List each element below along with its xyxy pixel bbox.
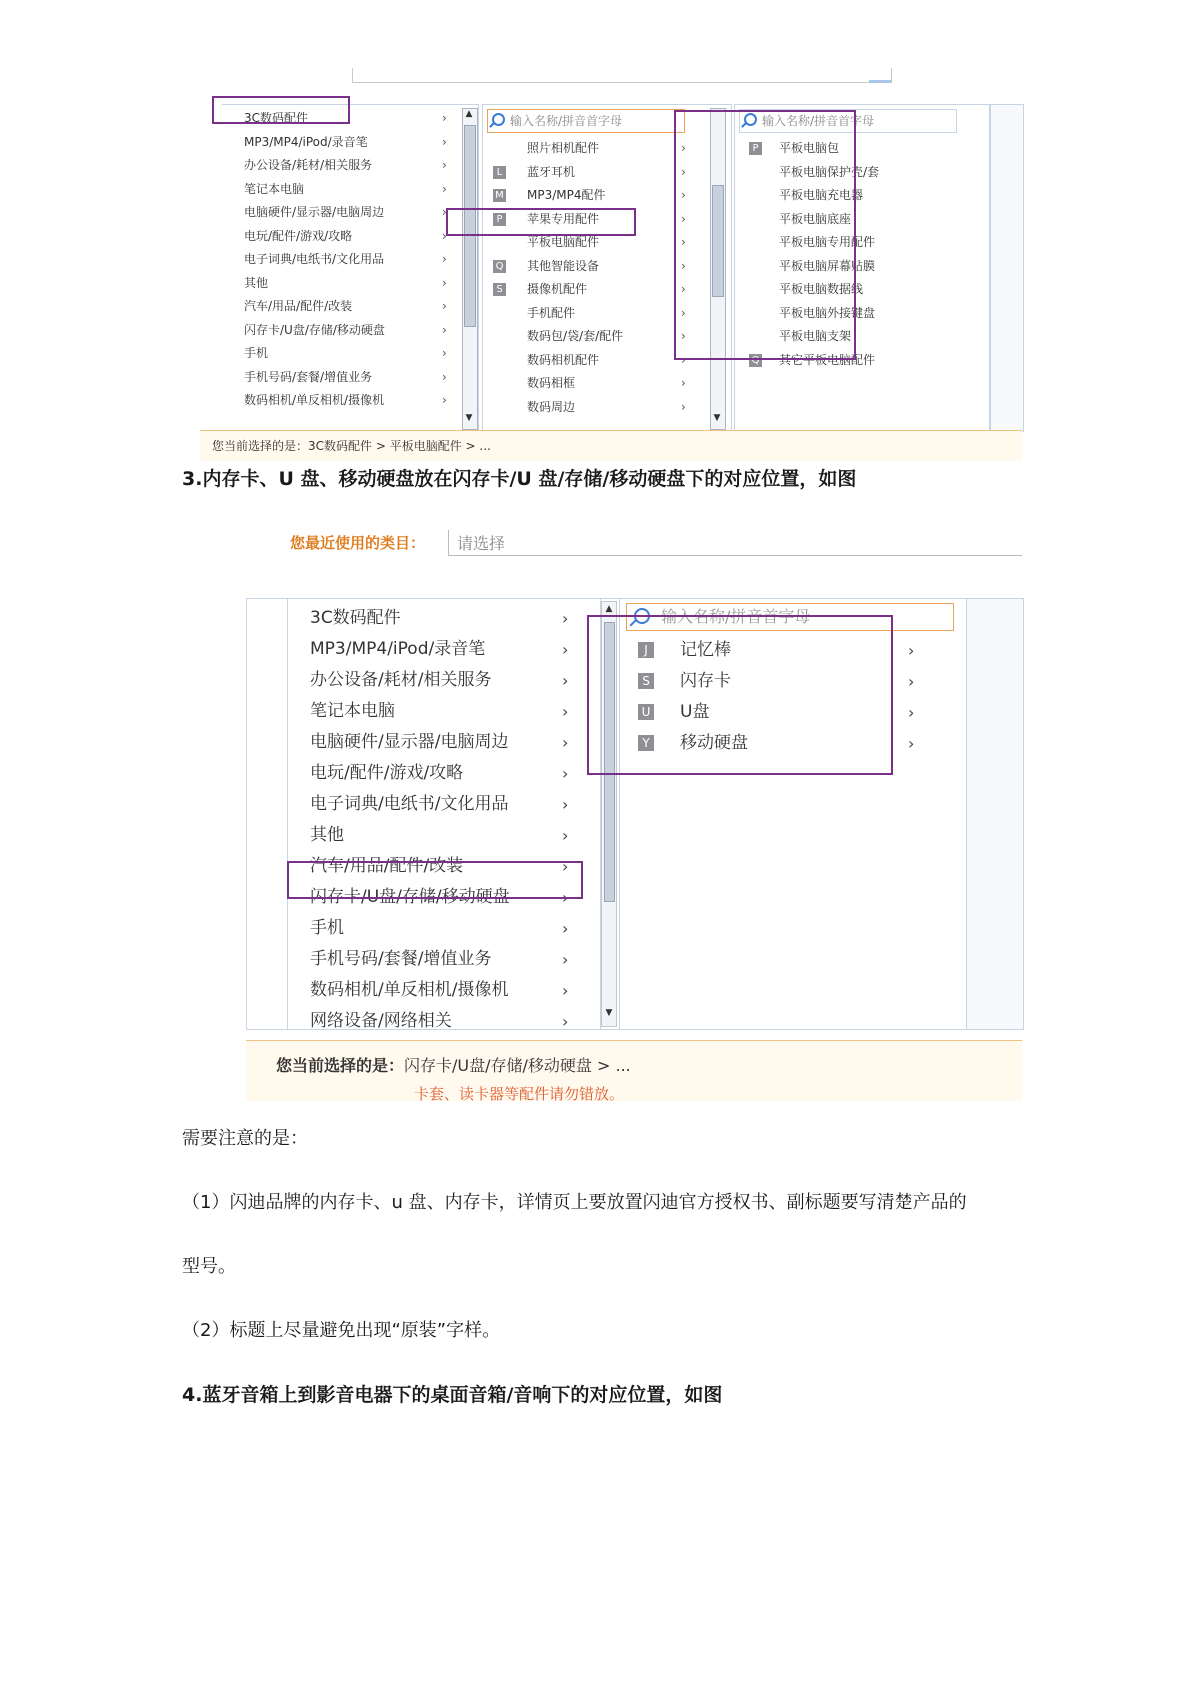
category-item-label: 数码相框: [527, 376, 576, 390]
category-list-level1: [287, 599, 601, 1029]
panel-edge: [967, 599, 1023, 1029]
category-item-label: 电脑硬件/显示器/电脑周边: [310, 732, 509, 752]
scroll-down-icon[interactable]: ▼: [605, 1008, 613, 1018]
search-placeholder: 输入名称/拼音首字母: [510, 114, 623, 128]
highlight-box: [587, 615, 893, 775]
category-item-label: 其它平板电脑配件: [779, 352, 876, 367]
scroll-down-icon[interactable]: ▼: [713, 413, 721, 423]
chevron-right-icon: ›: [908, 672, 915, 691]
chevron-right-icon: ›: [442, 299, 447, 313]
category-search-input[interactable]: [487, 109, 685, 133]
current-selection-bar: [246, 1040, 1022, 1101]
category-item[interactable]: [244, 319, 464, 342]
current-selection-text: 您当前选择的是：3C数码配件 > 平板电脑配件 > ...: [212, 439, 491, 453]
highlight-box: [674, 110, 856, 360]
category-item-label: 苹果专用配件: [527, 211, 600, 226]
category-item[interactable]: [244, 366, 464, 389]
chevron-right-icon: ›: [562, 609, 569, 628]
placement-warning: 卡套、读卡器等配件请勿错放。: [414, 1085, 625, 1101]
category-item-label: 数码包/袋/套/配件: [527, 329, 624, 343]
current-selection-label: 您当前选择的是：: [276, 1056, 405, 1075]
category-item[interactable]: [493, 302, 693, 325]
panel-edge: [990, 104, 1024, 432]
category-item-label: 手机: [310, 918, 344, 938]
category-item[interactable]: [244, 225, 464, 248]
category-item-label: 手机号码/套餐/增值业务: [244, 369, 373, 384]
category-item-label: 移动硬盘: [680, 733, 748, 753]
note-1-line-2: 型号。: [182, 1256, 236, 1277]
chevron-right-icon: ›: [681, 305, 686, 320]
chevron-right-icon: ›: [562, 919, 569, 938]
category-item[interactable]: [244, 295, 464, 318]
chevron-right-icon: ›: [442, 111, 447, 125]
category-item[interactable]: [493, 372, 693, 395]
category-item-label: 手机配件: [527, 305, 576, 320]
chevron-right-icon: ›: [442, 205, 447, 219]
chevron-right-icon: ›: [681, 399, 686, 414]
category-item-label: 闪存卡/U盘/存储/移动硬盘: [244, 322, 385, 337]
category-item-label: 其他: [310, 825, 344, 845]
category-item[interactable]: [310, 975, 580, 1006]
chevron-right-icon: ›: [681, 211, 686, 226]
category-item-label: 电子词典/电纸书/文化用品: [244, 252, 385, 266]
category-item[interactable]: [310, 696, 580, 727]
category-item-label: 其他: [244, 275, 269, 290]
note-heading: 需要注意的是：: [182, 1128, 308, 1149]
category-item-label: 摄像机配件: [527, 282, 588, 296]
category-item-label: 办公设备/耗材/相关服务: [310, 670, 492, 690]
chevron-right-icon: ›: [681, 258, 686, 273]
chevron-right-icon: ›: [562, 671, 569, 690]
note-2: （2）标题上尽量避免出现“原装”字样。: [182, 1320, 501, 1341]
recent-category-select[interactable]: 请选择: [448, 530, 1022, 556]
category-item-label: 笔记本电脑: [310, 701, 395, 721]
category-item-label: 闪存卡: [680, 671, 731, 691]
scroll-down-icon[interactable]: ▼: [465, 413, 473, 423]
category-item[interactable]: [310, 944, 580, 975]
category-item-label: 汽车/用品/配件/改装: [244, 299, 353, 313]
letter-index-badge: U: [638, 704, 654, 720]
category-item[interactable]: [310, 634, 580, 665]
chevron-right-icon: ›: [442, 228, 447, 243]
category-item[interactable]: [310, 603, 580, 634]
chevron-right-icon: ›: [442, 346, 447, 360]
category-item-label: 平板电脑支架: [779, 329, 852, 343]
chevron-right-icon: ›: [562, 981, 569, 1000]
chevron-right-icon: ›: [442, 181, 447, 196]
category-selector-screenshot-2: [240, 530, 1022, 1100]
category-item[interactable]: [244, 131, 464, 154]
current-selection-bar: [200, 430, 1022, 461]
category-item-label: 电玩/配件/游戏/攻略: [244, 228, 353, 243]
current-selection-text: [276, 1053, 631, 1076]
category-list-level1: [222, 104, 479, 432]
category-item[interactable]: [493, 137, 693, 160]
highlight-box: [212, 96, 350, 124]
chevron-right-icon: ›: [562, 795, 569, 814]
chevron-right-icon: ›: [681, 141, 686, 155]
category-item-label: 办公设备/耗材/相关服务: [244, 158, 373, 172]
letter-index-badge: M: [493, 189, 506, 202]
chevron-right-icon: ›: [908, 734, 915, 753]
category-item-label: 平板电脑专用配件: [779, 235, 876, 249]
letter-index-badge: L: [493, 166, 506, 179]
chevron-right-icon: ›: [681, 329, 686, 343]
recent-category-label: 您最近使用的类目：: [290, 534, 426, 552]
category-item[interactable]: [493, 184, 693, 207]
category-item-label: 3C数码配件: [244, 111, 309, 125]
category-item-label: 记忆棒: [680, 640, 731, 660]
category-item-label: 手机号码/套餐/增值业务: [310, 949, 492, 969]
step-4-heading: 4.蓝牙音箱上到影音电器下的桌面音箱/音响下的对应位置，如图: [182, 1384, 723, 1406]
category-item-label: 网络设备/网络相关: [310, 1011, 452, 1029]
chevron-right-icon: ›: [681, 164, 686, 179]
chevron-right-icon: ›: [681, 188, 686, 202]
search-placeholder: 输入名称/拼音首字母: [661, 607, 811, 626]
category-item-label: 手机: [244, 346, 269, 360]
category-item-label: 数码相机/单反相机/摄像机: [310, 980, 509, 1000]
category-item-label: 数码周边: [527, 399, 576, 414]
category-item-label: 汽车/用品/配件/改装: [310, 856, 464, 876]
chevron-right-icon: ›: [562, 826, 569, 845]
category-item-label: MP3/MP4/iPod/录音笔: [310, 639, 486, 659]
chevron-right-icon: ›: [562, 702, 569, 721]
category-item[interactable]: [310, 789, 580, 820]
category-item[interactable]: [310, 1006, 580, 1029]
recent-category-input[interactable]: [352, 68, 892, 83]
chevron-right-icon: ›: [442, 134, 447, 149]
chevron-right-icon: ›: [562, 640, 569, 659]
chevron-right-icon: ›: [442, 369, 447, 384]
category-item-label: MP3/MP4/iPod/录音笔: [244, 134, 368, 149]
scroll-up-icon[interactable]: ▲: [465, 109, 473, 119]
category-item[interactable]: [310, 727, 580, 758]
category-item[interactable]: [244, 272, 464, 295]
chevron-right-icon: ›: [562, 888, 569, 907]
category-item-label: 平板电脑包: [779, 141, 840, 155]
letter-index-badge: P: [493, 213, 506, 226]
category-item-label: 电子词典/电纸书/文化用品: [310, 794, 509, 814]
category-item[interactable]: [310, 665, 580, 696]
search-placeholder: 输入名称/拼音首字母: [762, 114, 875, 128]
letter-index-badge: Q: [749, 354, 762, 367]
highlight-box: [446, 208, 636, 236]
chevron-right-icon: ›: [908, 703, 915, 722]
category-item-label: 平板电脑保护壳/套: [779, 164, 880, 179]
category-item[interactable]: [493, 278, 693, 301]
category-frame: [246, 598, 1024, 1030]
letter-index-badge: S: [638, 673, 654, 689]
chevron-right-icon: ›: [442, 158, 447, 172]
chevron-right-icon: ›: [442, 322, 447, 337]
category-item-label: 电玩/配件/游戏/攻略: [310, 763, 464, 783]
chevron-right-icon: ›: [681, 352, 686, 367]
category-item-label: 平板电脑数据线: [779, 282, 864, 296]
letter-index-badge: P: [749, 142, 762, 155]
category-item-label: 平板电脑底座: [779, 211, 852, 226]
chevron-right-icon: ›: [442, 393, 447, 407]
chevron-right-icon: ›: [681, 376, 686, 390]
category-item-label: 其他智能设备: [527, 258, 600, 273]
note-1-line-1: （1）闪迪品牌的内存卡、u 盘、内存卡，详情页上要放置闪迪官方授权书、副标题要写清楚产品的: [182, 1192, 967, 1213]
category-item-label: 平板电脑屏幕贴膜: [779, 258, 876, 273]
category-item[interactable]: [493, 161, 693, 184]
category-item[interactable]: [493, 349, 693, 372]
category-item[interactable]: [493, 396, 693, 419]
category-item[interactable]: [310, 820, 580, 851]
category-item-label: 照片相机配件: [527, 141, 600, 155]
chevron-right-icon: ›: [442, 275, 447, 290]
category-item[interactable]: [310, 913, 580, 944]
category-item[interactable]: [310, 758, 580, 789]
category-item[interactable]: [493, 325, 693, 348]
category-item-label: 平板电脑外接键盘: [779, 305, 876, 320]
category-item-label: 蓝牙耳机: [527, 164, 576, 179]
category-item-label: MP3/MP4配件: [527, 188, 606, 202]
category-item-label: 数码相机/单反相机/摄像机: [244, 393, 385, 407]
category-item-label: 平板电脑充电器: [779, 188, 864, 202]
category-selector-screenshot-1: [200, 68, 1022, 460]
chevron-right-icon: ›: [562, 857, 569, 876]
scroll-up-icon[interactable]: ▲: [605, 604, 613, 614]
letter-index-badge: J: [638, 642, 654, 658]
category-item[interactable]: [244, 342, 464, 365]
category-item-label: U盘: [680, 702, 710, 722]
chevron-right-icon: ›: [442, 252, 447, 266]
category-item-label: 3C数码配件: [310, 608, 401, 628]
category-item[interactable]: [244, 201, 464, 224]
current-selection-path: 闪存卡/U盘/存储/移动硬盘 > ...: [404, 1056, 631, 1075]
category-item-label: 平板电脑配件: [527, 235, 600, 249]
category-item[interactable]: [244, 154, 464, 177]
scrollbar[interactable]: [462, 108, 478, 430]
letter-index-badge: Q: [493, 260, 506, 273]
category-item-label: 数码相机配件: [527, 352, 600, 367]
category-item-label: 电脑硬件/显示器/电脑周边: [244, 205, 385, 219]
highlight-box: [287, 861, 583, 899]
category-item[interactable]: [244, 178, 464, 201]
chevron-right-icon: ›: [562, 1012, 569, 1029]
chevron-right-icon: ›: [681, 282, 686, 296]
chevron-right-icon: ›: [562, 950, 569, 969]
chevron-right-icon: ›: [562, 764, 569, 783]
letter-index-badge: Y: [638, 735, 654, 751]
letter-index-badge: S: [493, 283, 506, 296]
chevron-right-icon: ›: [908, 641, 915, 660]
category-item-label: 笔记本电脑: [244, 181, 305, 196]
category-item-label: 闪存卡/U盘/存储/移动硬盘: [310, 887, 510, 907]
category-item[interactable]: [244, 248, 464, 271]
step-3-heading: 3.内存卡、U 盘、移动硬盘放在闪存卡/U 盘/存储/移动硬盘下的对应位置，如图: [182, 468, 857, 490]
chevron-right-icon: ›: [562, 733, 569, 752]
chevron-right-icon: ›: [681, 235, 686, 249]
category-item[interactable]: [244, 389, 464, 412]
category-item[interactable]: [493, 255, 693, 278]
search-icon: [492, 113, 505, 126]
